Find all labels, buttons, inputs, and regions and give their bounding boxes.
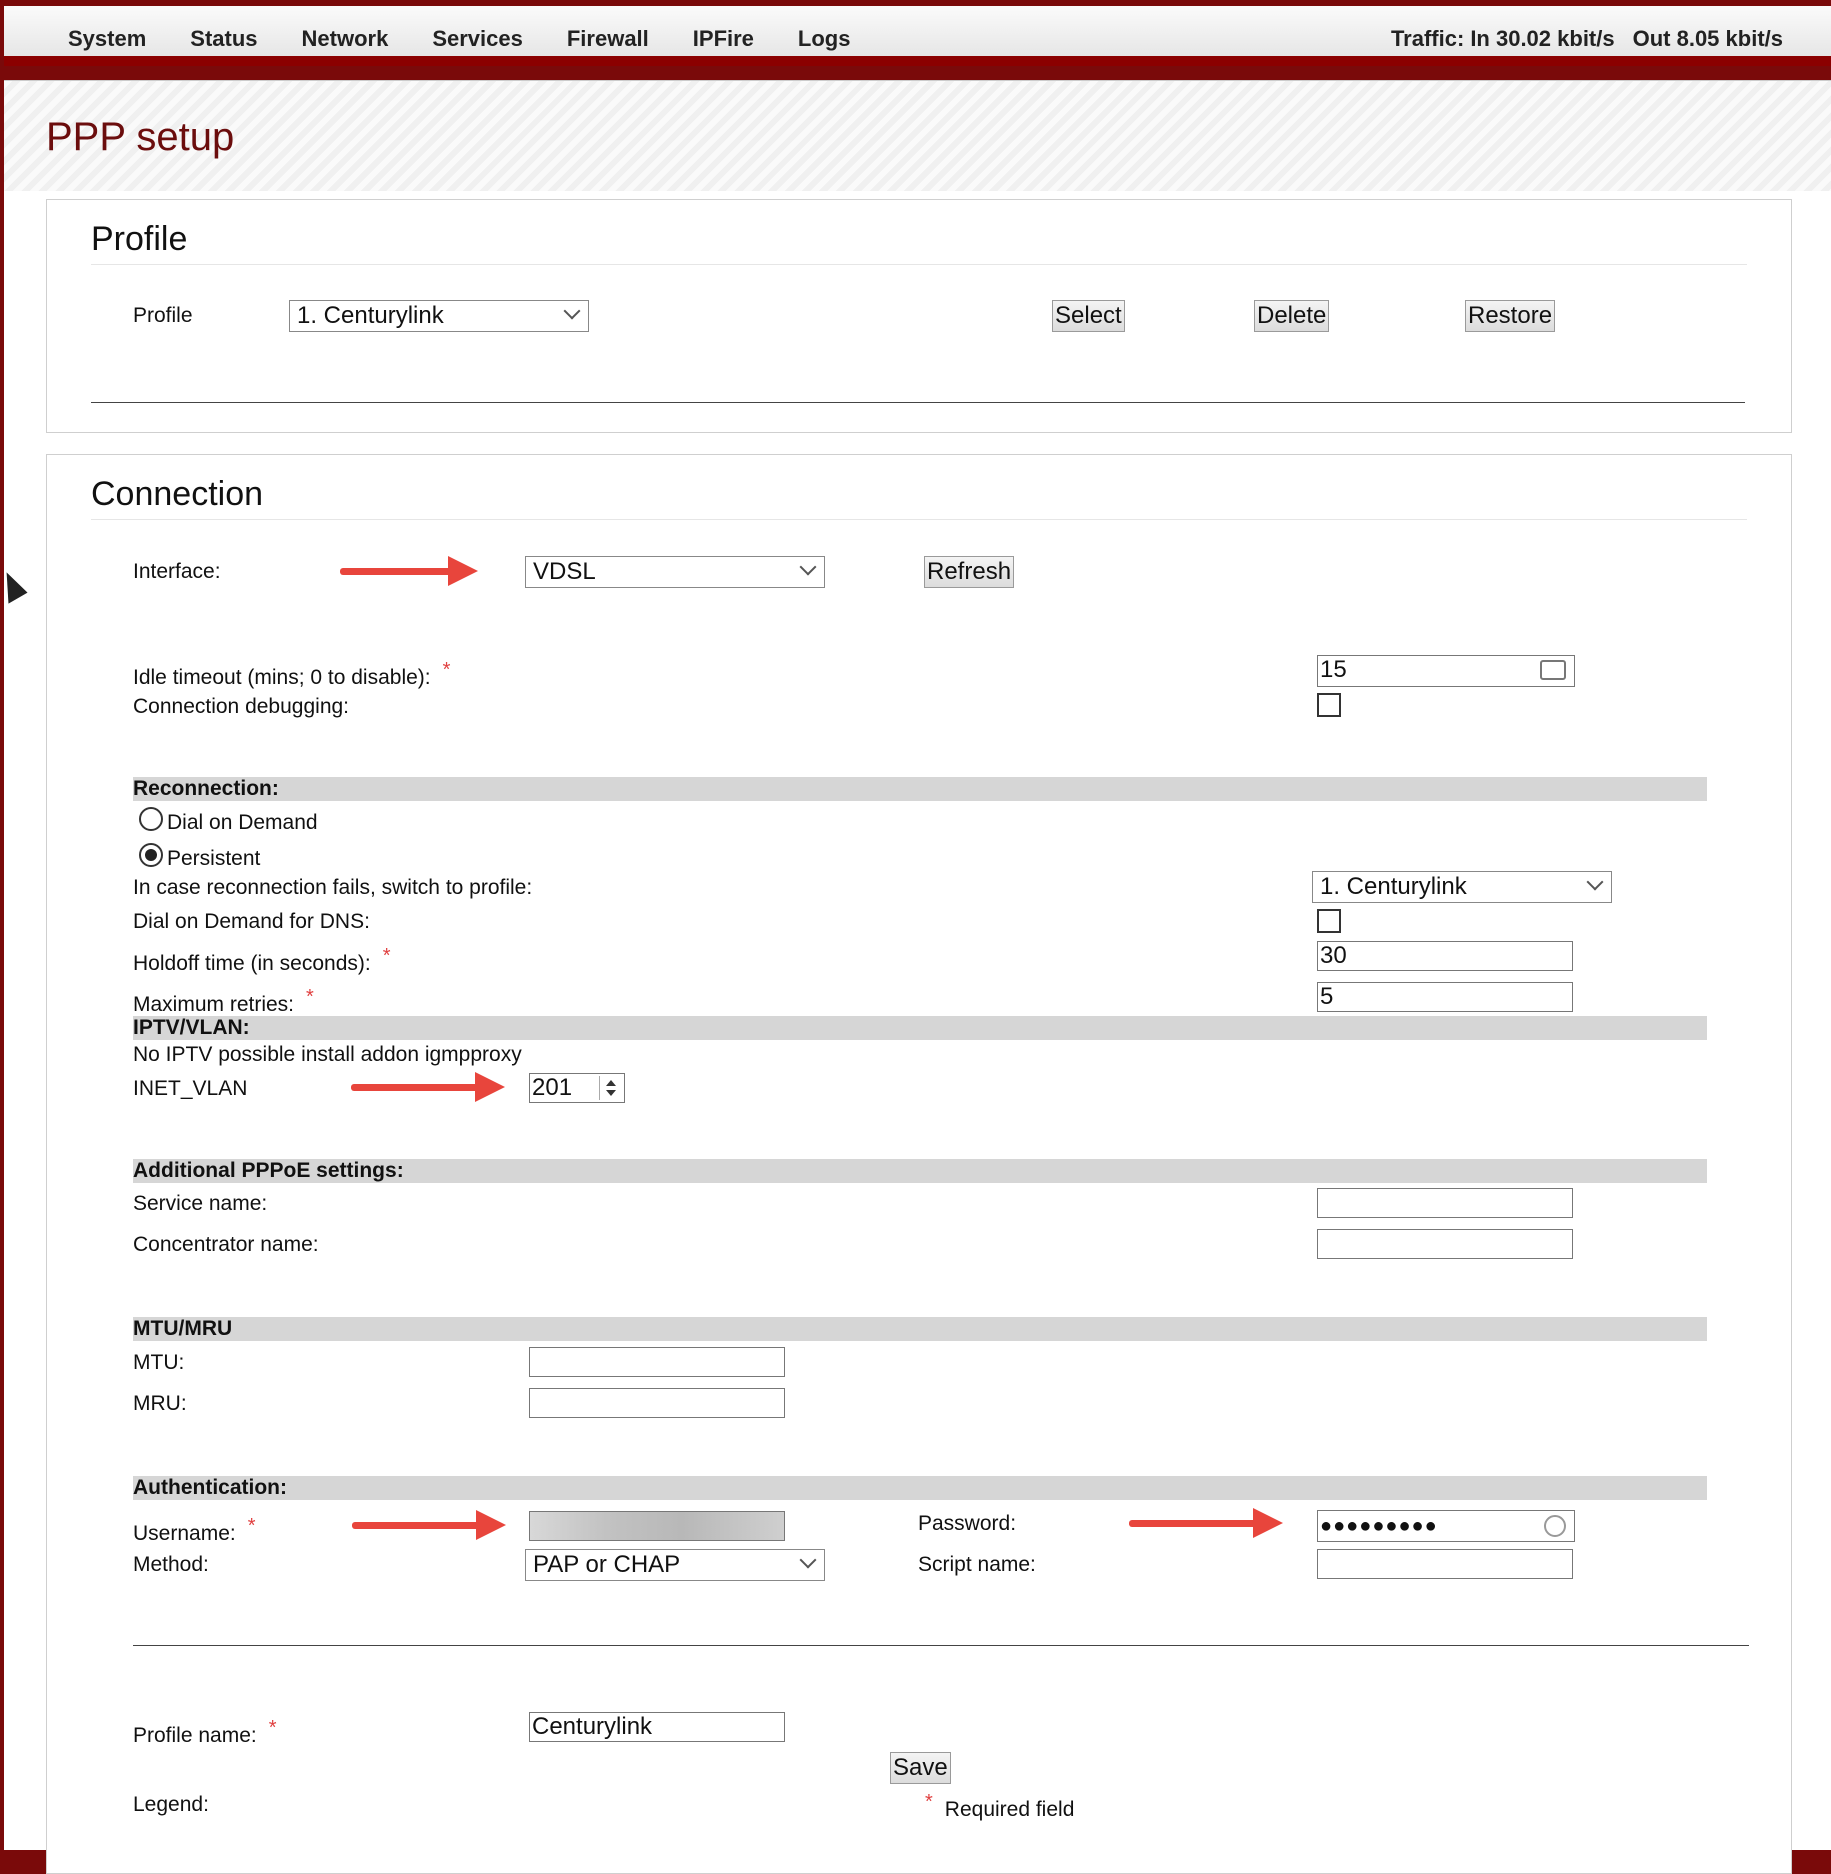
profile-name-label: Profile name: * (133, 1717, 277, 1747)
mtu-header: MTU/MRU (133, 1317, 1707, 1341)
method-select[interactable] (525, 1549, 825, 1581)
dial-on-demand-radio[interactable] (139, 807, 163, 831)
profile-select[interactable] (289, 300, 589, 332)
password-input[interactable]: ●●●●●●●●● (1317, 1510, 1575, 1542)
retries-input[interactable]: 5 (1317, 982, 1573, 1012)
chevron-down-icon (800, 1552, 817, 1569)
idle-timeout-input[interactable]: 15 (1317, 655, 1575, 687)
main-nav (68, 26, 894, 52)
traffic-label: Traffic: (1390, 26, 1465, 51)
nav-ipfire[interactable]: IPFire (692, 26, 754, 51)
chevron-down-icon (1587, 874, 1604, 891)
interface-select[interactable] (525, 556, 825, 588)
nav-services[interactable]: Services (432, 26, 523, 51)
nav-firewall[interactable]: Firewall (566, 26, 649, 51)
required-icon: * (268, 1717, 277, 1739)
select-button[interactable]: Select (1052, 300, 1125, 332)
concentrator-name-input[interactable] (1317, 1229, 1573, 1259)
arrow-annotation (351, 1079, 511, 1095)
traffic-out: Out 8.05 kbit/s (1632, 26, 1783, 51)
iptv-note: No IPTV possible install addon igmpproxy (133, 1043, 522, 1066)
contact-card-icon (1540, 660, 1566, 680)
pppoe-header: Additional PPPoE settings: (133, 1159, 1707, 1183)
profile-divider (91, 402, 1745, 403)
dns-label: Dial on Demand for DNS: (133, 910, 370, 933)
connection-box (46, 454, 1792, 1874)
vlan-stepper[interactable]: 201 (529, 1073, 625, 1103)
profile-label: Profile (133, 304, 193, 327)
persistent-radio[interactable] (139, 843, 163, 867)
required-icon: * (306, 986, 314, 1008)
idle-timeout-label: Idle timeout (mins; 0 to disable): * (133, 659, 451, 689)
profile-name-input[interactable]: Centurylink (529, 1712, 785, 1742)
legend-required: * Required field (925, 1791, 1075, 1821)
debugging-checkbox[interactable] (1317, 693, 1341, 717)
script-name-input[interactable] (1317, 1549, 1573, 1579)
top-nav-bar (4, 6, 1831, 66)
chevron-down-icon (564, 303, 581, 320)
iptv-header: IPTV/VLAN: (133, 1016, 1707, 1040)
fail-switch-select[interactable] (1312, 871, 1612, 903)
nav-logs[interactable]: Logs (797, 26, 851, 51)
interface-label: Interface: (133, 560, 221, 583)
title-divider (91, 519, 1747, 520)
holdoff-label: Holdoff time (in seconds): * (133, 945, 391, 975)
holdoff-input[interactable]: 30 (1317, 941, 1573, 971)
nav-status[interactable]: Status (190, 26, 258, 51)
legend-label: Legend: (133, 1793, 209, 1816)
traffic-readout (1391, 26, 1783, 52)
refresh-button[interactable]: Refresh (924, 556, 1014, 588)
save-button[interactable]: Save (890, 1752, 951, 1784)
arrow-annotation (340, 563, 478, 579)
traffic-in: In 30.02 kbit/s (1470, 26, 1615, 51)
connection-box-title: Connection (91, 475, 264, 513)
profile-select-value: 1. Centurylink (297, 302, 444, 329)
dns-checkbox[interactable] (1317, 909, 1341, 933)
arrow-annotation (1129, 1515, 1289, 1531)
nav-system[interactable]: System (68, 26, 147, 51)
arrow-annotation (352, 1517, 512, 1533)
mru-input[interactable] (529, 1388, 785, 1418)
page-title: PPP setup (46, 115, 235, 159)
script-name-label: Script name: (918, 1553, 1036, 1576)
nav-network[interactable]: Network (301, 26, 389, 51)
retries-label: Maximum retries: * (133, 986, 314, 1016)
persistent-label: Persistent (167, 847, 261, 870)
required-icon: * (925, 1791, 933, 1813)
title-divider (91, 264, 1747, 265)
mtu-input[interactable] (529, 1347, 785, 1377)
mru-label: MRU: (133, 1392, 187, 1415)
header-band (4, 81, 1831, 191)
method-label: Method: (133, 1553, 209, 1576)
method-select-value: PAP or CHAP (533, 1551, 681, 1578)
debugging-label: Connection debugging: (133, 695, 350, 718)
mtu-label: MTU: (133, 1351, 185, 1374)
username-input[interactable] (529, 1511, 785, 1541)
spinner-arrows-icon[interactable] (599, 1076, 622, 1100)
required-icon: * (247, 1515, 256, 1537)
vlan-label: INET_VLAN (133, 1077, 248, 1100)
profile-box-title: Profile (91, 220, 188, 258)
concentrator-name-label: Concentrator name: (133, 1233, 319, 1256)
dial-on-demand-label: Dial on Demand (167, 811, 318, 834)
service-name-input[interactable] (1317, 1188, 1573, 1218)
service-name-label: Service name: (133, 1192, 268, 1215)
auth-header: Authentication: (133, 1476, 1707, 1500)
delete-button[interactable]: Delete (1254, 300, 1329, 332)
password-label: Password: (918, 1512, 1017, 1535)
lock-icon (1544, 1515, 1566, 1537)
username-label: Username: * (133, 1515, 256, 1545)
required-icon: * (382, 945, 391, 967)
restore-button[interactable]: Restore (1465, 300, 1555, 332)
reconnection-header: Reconnection: (133, 777, 1707, 801)
fail-switch-select-value: 1. Centurylink (1320, 873, 1467, 900)
page-content (4, 80, 1831, 1850)
chevron-down-icon (800, 559, 817, 576)
fail-switch-label: In case reconnection fails, switch to profile: (133, 876, 533, 899)
profile-box (46, 199, 1792, 433)
required-icon: * (442, 659, 451, 681)
interface-select-value: VDSL (533, 558, 596, 585)
auth-divider (133, 1645, 1749, 1646)
